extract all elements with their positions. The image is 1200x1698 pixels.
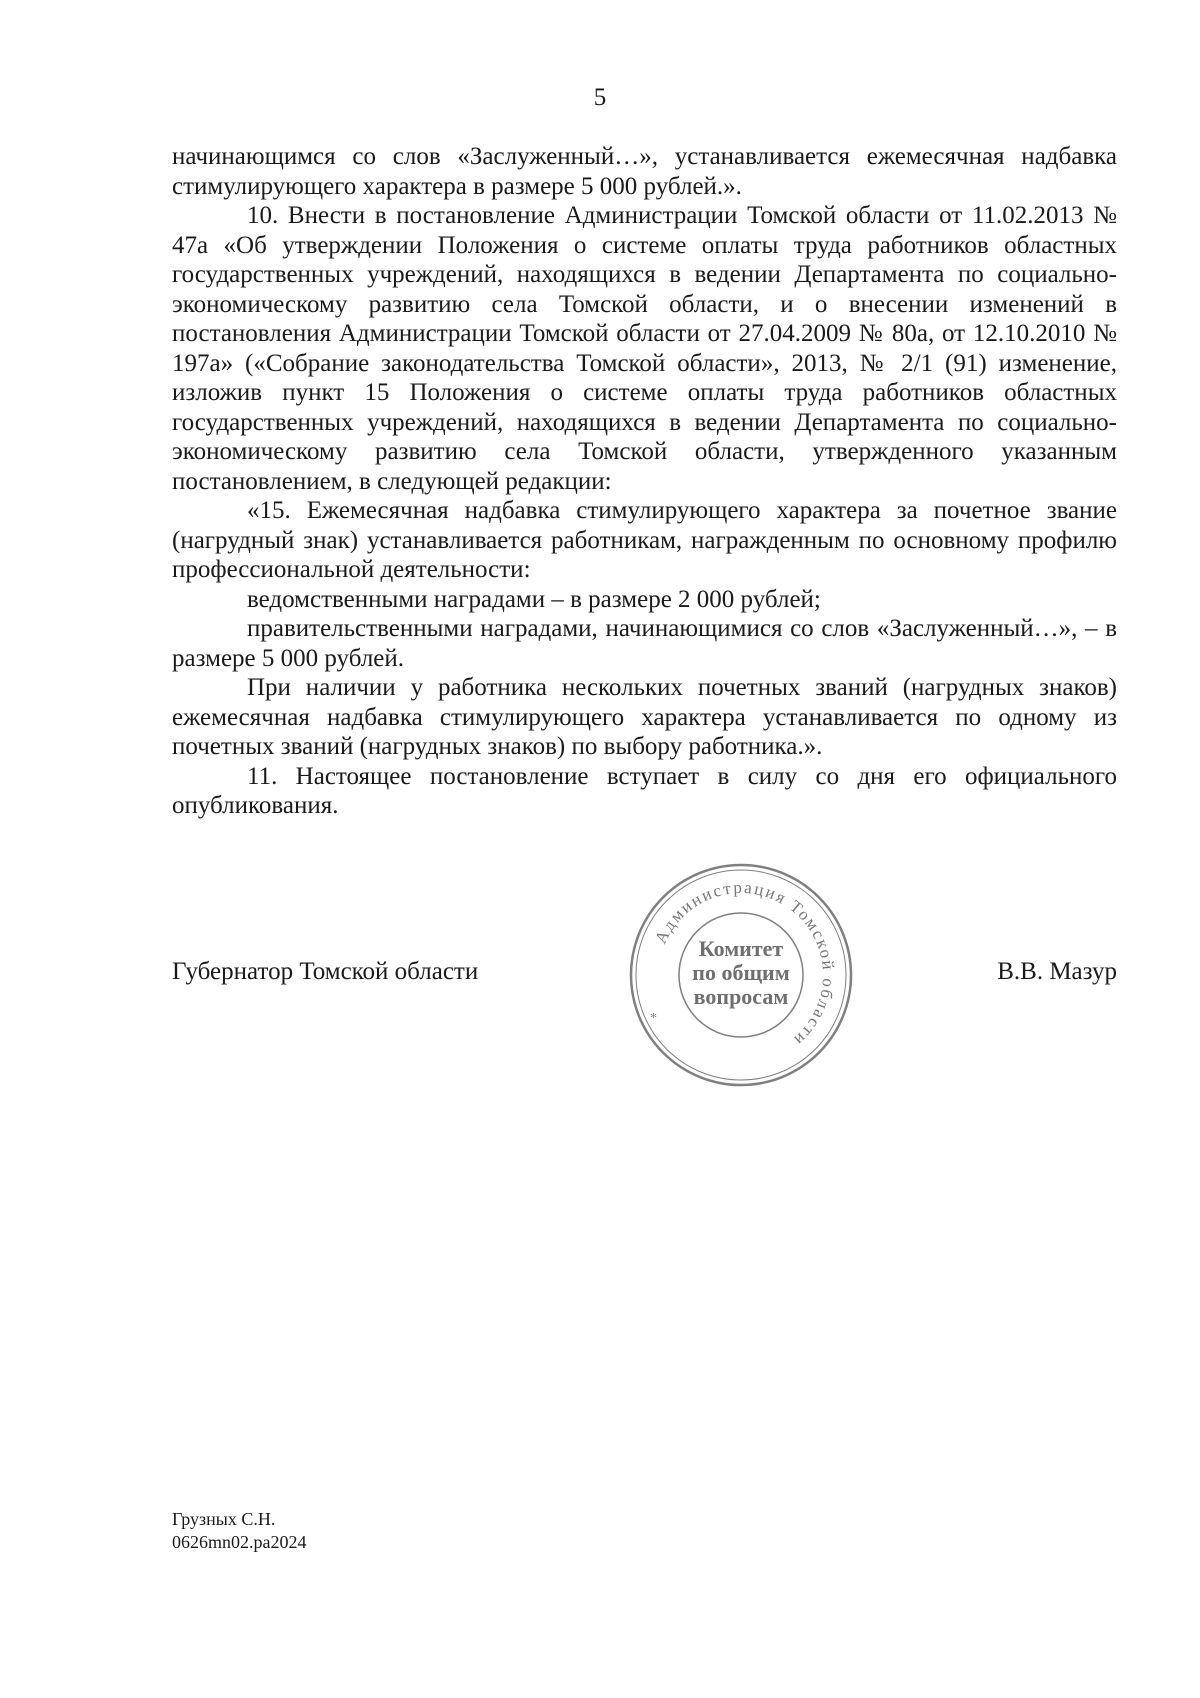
- paragraph: «15. Ежемесячная надбавка стимулирующего характера за почетное звание (нагрудный знак) устанавливается работникам, награжденным по основному профилю профессиональной деятельности:: [172, 497, 1117, 583]
- paragraph: 10. Внести в постановление Администрации Томской области от 11.02.2013 № 47а «Об утверждении Положения о системе оплаты труда работников областных государственных учреждений, находящихся в ведении Департамента по социально-экономическому развитию села Томской области, и о внесении изменений в постановления Администрации Томской области от 27.04.2009 № 80а, от 12.10.2010 № 197а» («Собрание законодательства Томской области», 2013, № 2/1 (91) изменение, изложив пункт 15 Положения о системе оплаты труда работников областных государственных учреждений, находящихся в ведении Департамента по социально-экономическому развитию села Томской области, утвержденного указанным постановлением, в следующей редакции:: [172, 202, 1117, 495]
- official-stamp: [628, 862, 854, 1088]
- page-number: 5: [593, 84, 607, 111]
- paragraph: 11. Настоящее постановление вступает в силу со дня его официального опубликования.: [172, 762, 1117, 819]
- stamp-center-line: по общим: [692, 960, 790, 985]
- stamp-center-line: Комитет: [698, 936, 784, 961]
- author-name: Грузных С.Н.: [172, 1509, 276, 1529]
- stamp-center-line: вопросам: [693, 984, 789, 1009]
- signatory-name: В.В. Мазур: [997, 958, 1117, 985]
- signatory-position: Губернатор Томской области: [172, 958, 479, 985]
- paragraph: правительственными наградами, начинающимися со слов «Заслуженный…», – в размере 5 000 рублей.: [172, 615, 1117, 672]
- stamp-ring-text: Администрация Томской области: [651, 877, 839, 1051]
- paragraph: начинающимся со слов «Заслуженный…», устанавливается ежемесячная надбавка стимулирующего характера в размере 5 000 рублей.».: [172, 143, 1117, 200]
- footer: [172, 1508, 307, 1554]
- document-code: 0626mn02.pa2024: [172, 1532, 307, 1552]
- paragraph: При наличии у работника нескольких почетных званий (нагрудных знаков) ежемесячная надбавка стимулирующего характера устанавливается по одному из почетных званий (нагрудных знаков) по выбору работника.».: [172, 674, 1117, 760]
- body-text: [172, 142, 1117, 821]
- paragraph: ведомственными наградами – в размере 2 000 рублей;: [247, 585, 821, 613]
- stamp-asterisk: *: [650, 1011, 657, 1026]
